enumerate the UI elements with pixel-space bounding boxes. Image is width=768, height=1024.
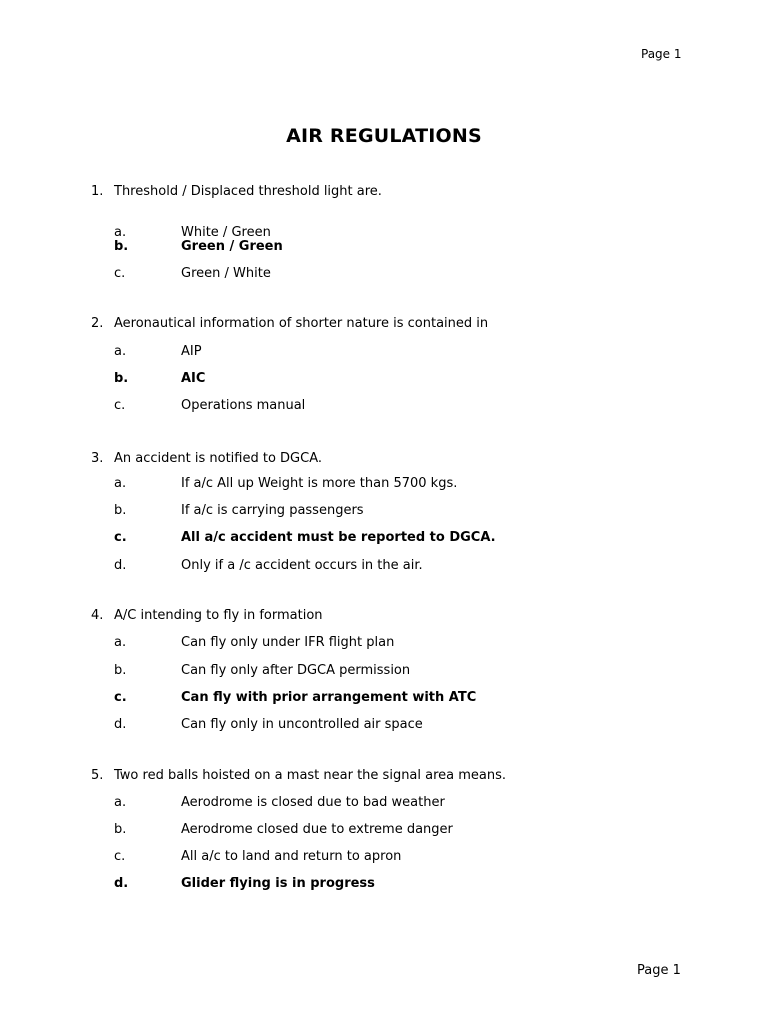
option-letter: d. [114,717,127,732]
question-text: An accident is notified to DGCA. [114,451,322,466]
option-letter: a. [114,344,127,359]
option-text: Green / White [181,266,271,281]
option-text: AIC [181,371,206,386]
page-header-label: Page 1 [641,47,682,61]
option-letter: c. [114,849,126,864]
option-letter: b. [114,822,127,837]
option-letter: a. [114,795,127,810]
question-number: 4. [91,608,104,623]
question-text: Aeronautical information of shorter nature is contained in [114,316,489,331]
option-text: Can fly only after DGCA permission [181,663,411,678]
option-letter: b. [114,663,127,678]
option-text: All a/c to land and return to apron [181,849,402,864]
option-letter: d. [114,558,127,573]
option-letter: a. [114,225,127,240]
option-text: Glider flying is in progress [181,876,375,891]
option-text: Can fly only in uncontrolled air space [181,717,423,732]
option-text: Only if a /c accident occurs in the air. [181,558,423,573]
option-letter: b. [114,503,127,518]
document-title: AIR REGULATIONS [286,125,482,147]
option-text: If a/c All up Weight is more than 5700 kgs. [181,476,458,491]
option-letter: c. [114,690,127,705]
option-text: Green / Green [181,239,283,254]
question-number: 1. [91,184,104,199]
option-text: Can fly with prior arrangement with ATC [181,690,477,705]
option-text: Can fly only under IFR flight plan [181,635,395,650]
question-number: 3. [91,451,104,466]
option-text: Aerodrome closed due to extreme danger [181,822,453,837]
page-footer-label: Page 1 [637,963,681,978]
option-text: All a/c accident must be reported to DGCA. [181,530,496,545]
question-number: 2. [91,316,104,331]
option-text: Aerodrome is closed due to bad weather [181,795,445,810]
option-letter: d. [114,876,129,891]
question-number: 5. [91,768,104,783]
option-text: White / Green [181,225,271,240]
option-letter: a. [114,635,127,650]
question-text: Two red balls hoisted on a mast near the signal area means. [114,768,507,783]
option-text: Operations manual [181,398,306,413]
option-letter: c. [114,530,127,545]
question-text: Threshold / Displaced threshold light are. [114,184,382,199]
option-letter: c. [114,266,126,281]
option-letter: b. [114,371,129,386]
option-letter: a. [114,476,127,491]
option-letter: c. [114,398,126,413]
question-text: A/C intending to fly in formation [114,608,323,623]
option-text: AIP [181,344,202,359]
option-text: If a/c is carrying passengers [181,503,364,518]
option-letter: b. [114,239,129,254]
